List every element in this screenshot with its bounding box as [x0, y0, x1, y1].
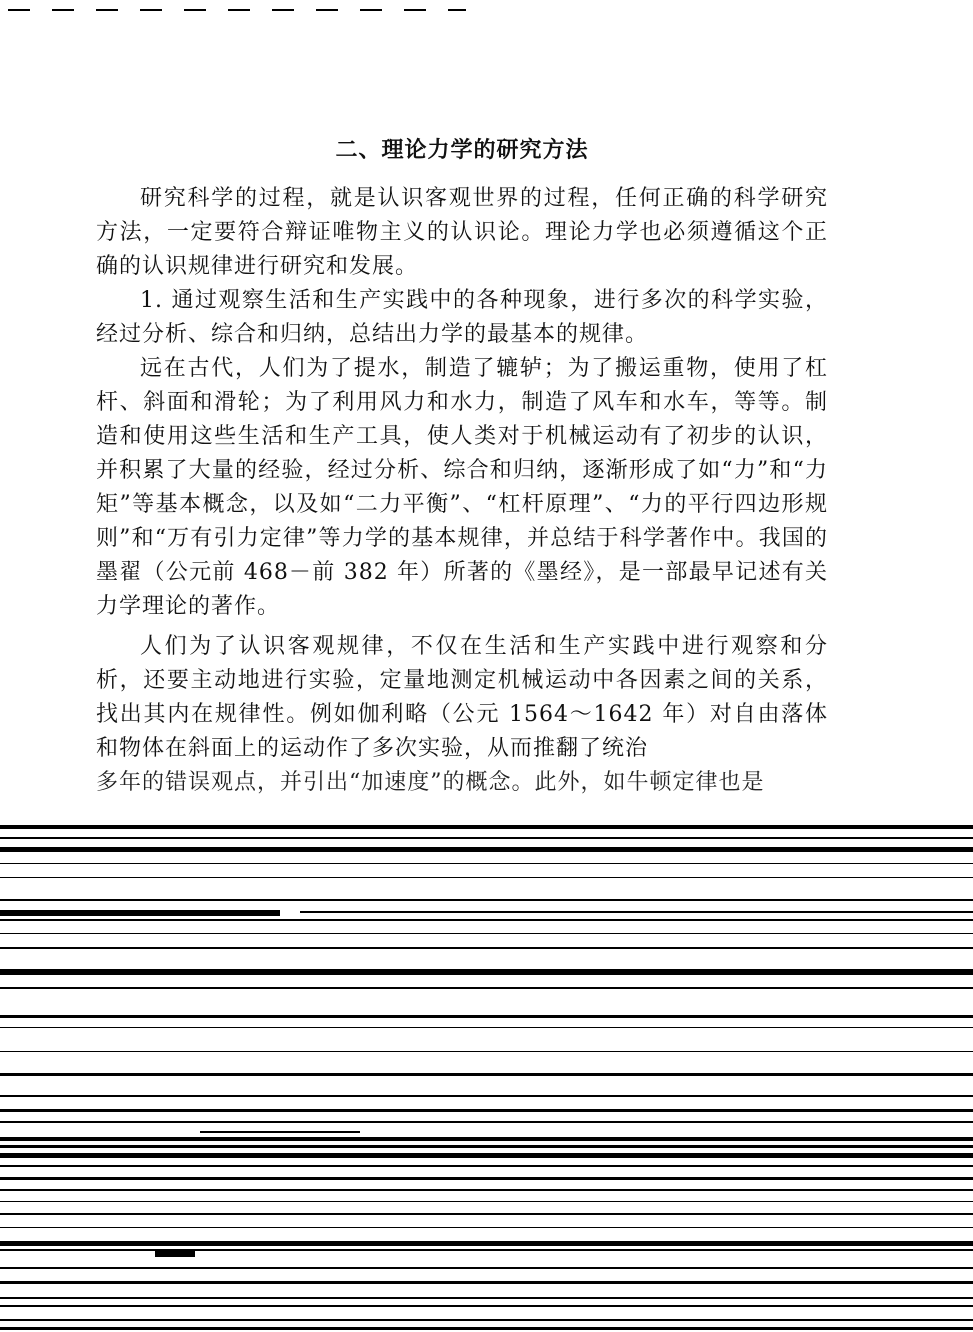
paragraph-ancient-tools: 远在古代，人们为了提水，制造了辘轳；为了搬运重物，使用了杠杆、斜面和滑轮；为了利用风力和水力，制造了风车和水车，等等。制造和使用这些生活和生产工具，使人类对于机械运动有了初步的认识，并积累了大量的经验，经过分析、综合和归纳，逐渐形成了如“力”和“力矩”等基本概念，以及如“二力平衡”、“杠杆原理”、“力的平行四边形规则”和“万有引力定律”等力学的基本规律，并总结于科学著作中。我国的墨翟（公元前 468－前 382 年）所著的《墨经》，是一部最早记述有关力学理论的著作。 [96, 356, 828, 619]
page-edge-dashes [0, 0, 470, 14]
paragraph-point-1: 1. 通过观察生活和生产实践中的各种现象，进行多次的科学实验，经过分析、综合和归纳，总结出力学的最基本的规律。 [96, 288, 828, 347]
paragraph-intro: 研究科学的过程，就是认识客观世界的过程，任何正确的科学研究方法，一定要符合辩证唯物主义的认识论。理论力学也必须遵循这个正确的认识规律进行研究和发展。 [96, 186, 828, 279]
section-title: 二、理论力学的研究方法 [335, 137, 589, 163]
scan-artifact-lines [0, 815, 973, 1332]
truncated-line: 多年的错误观点，并引出“加速度”的概念。此外，如牛顿定律也是 [96, 770, 765, 795]
paragraph-experiments: 人们为了认识客观规律，不仅在生活和生产实践中进行观察和分析，还要主动地进行实验，定量地测定机械运动中各因素之间的关系，找出其内在规律性。例如伽利略（公元 1564～1642 年）对自由落体和物体在斜面上的运动作了多次实验，从而推翻了统治 [96, 634, 828, 761]
page-body [96, 130, 828, 795]
